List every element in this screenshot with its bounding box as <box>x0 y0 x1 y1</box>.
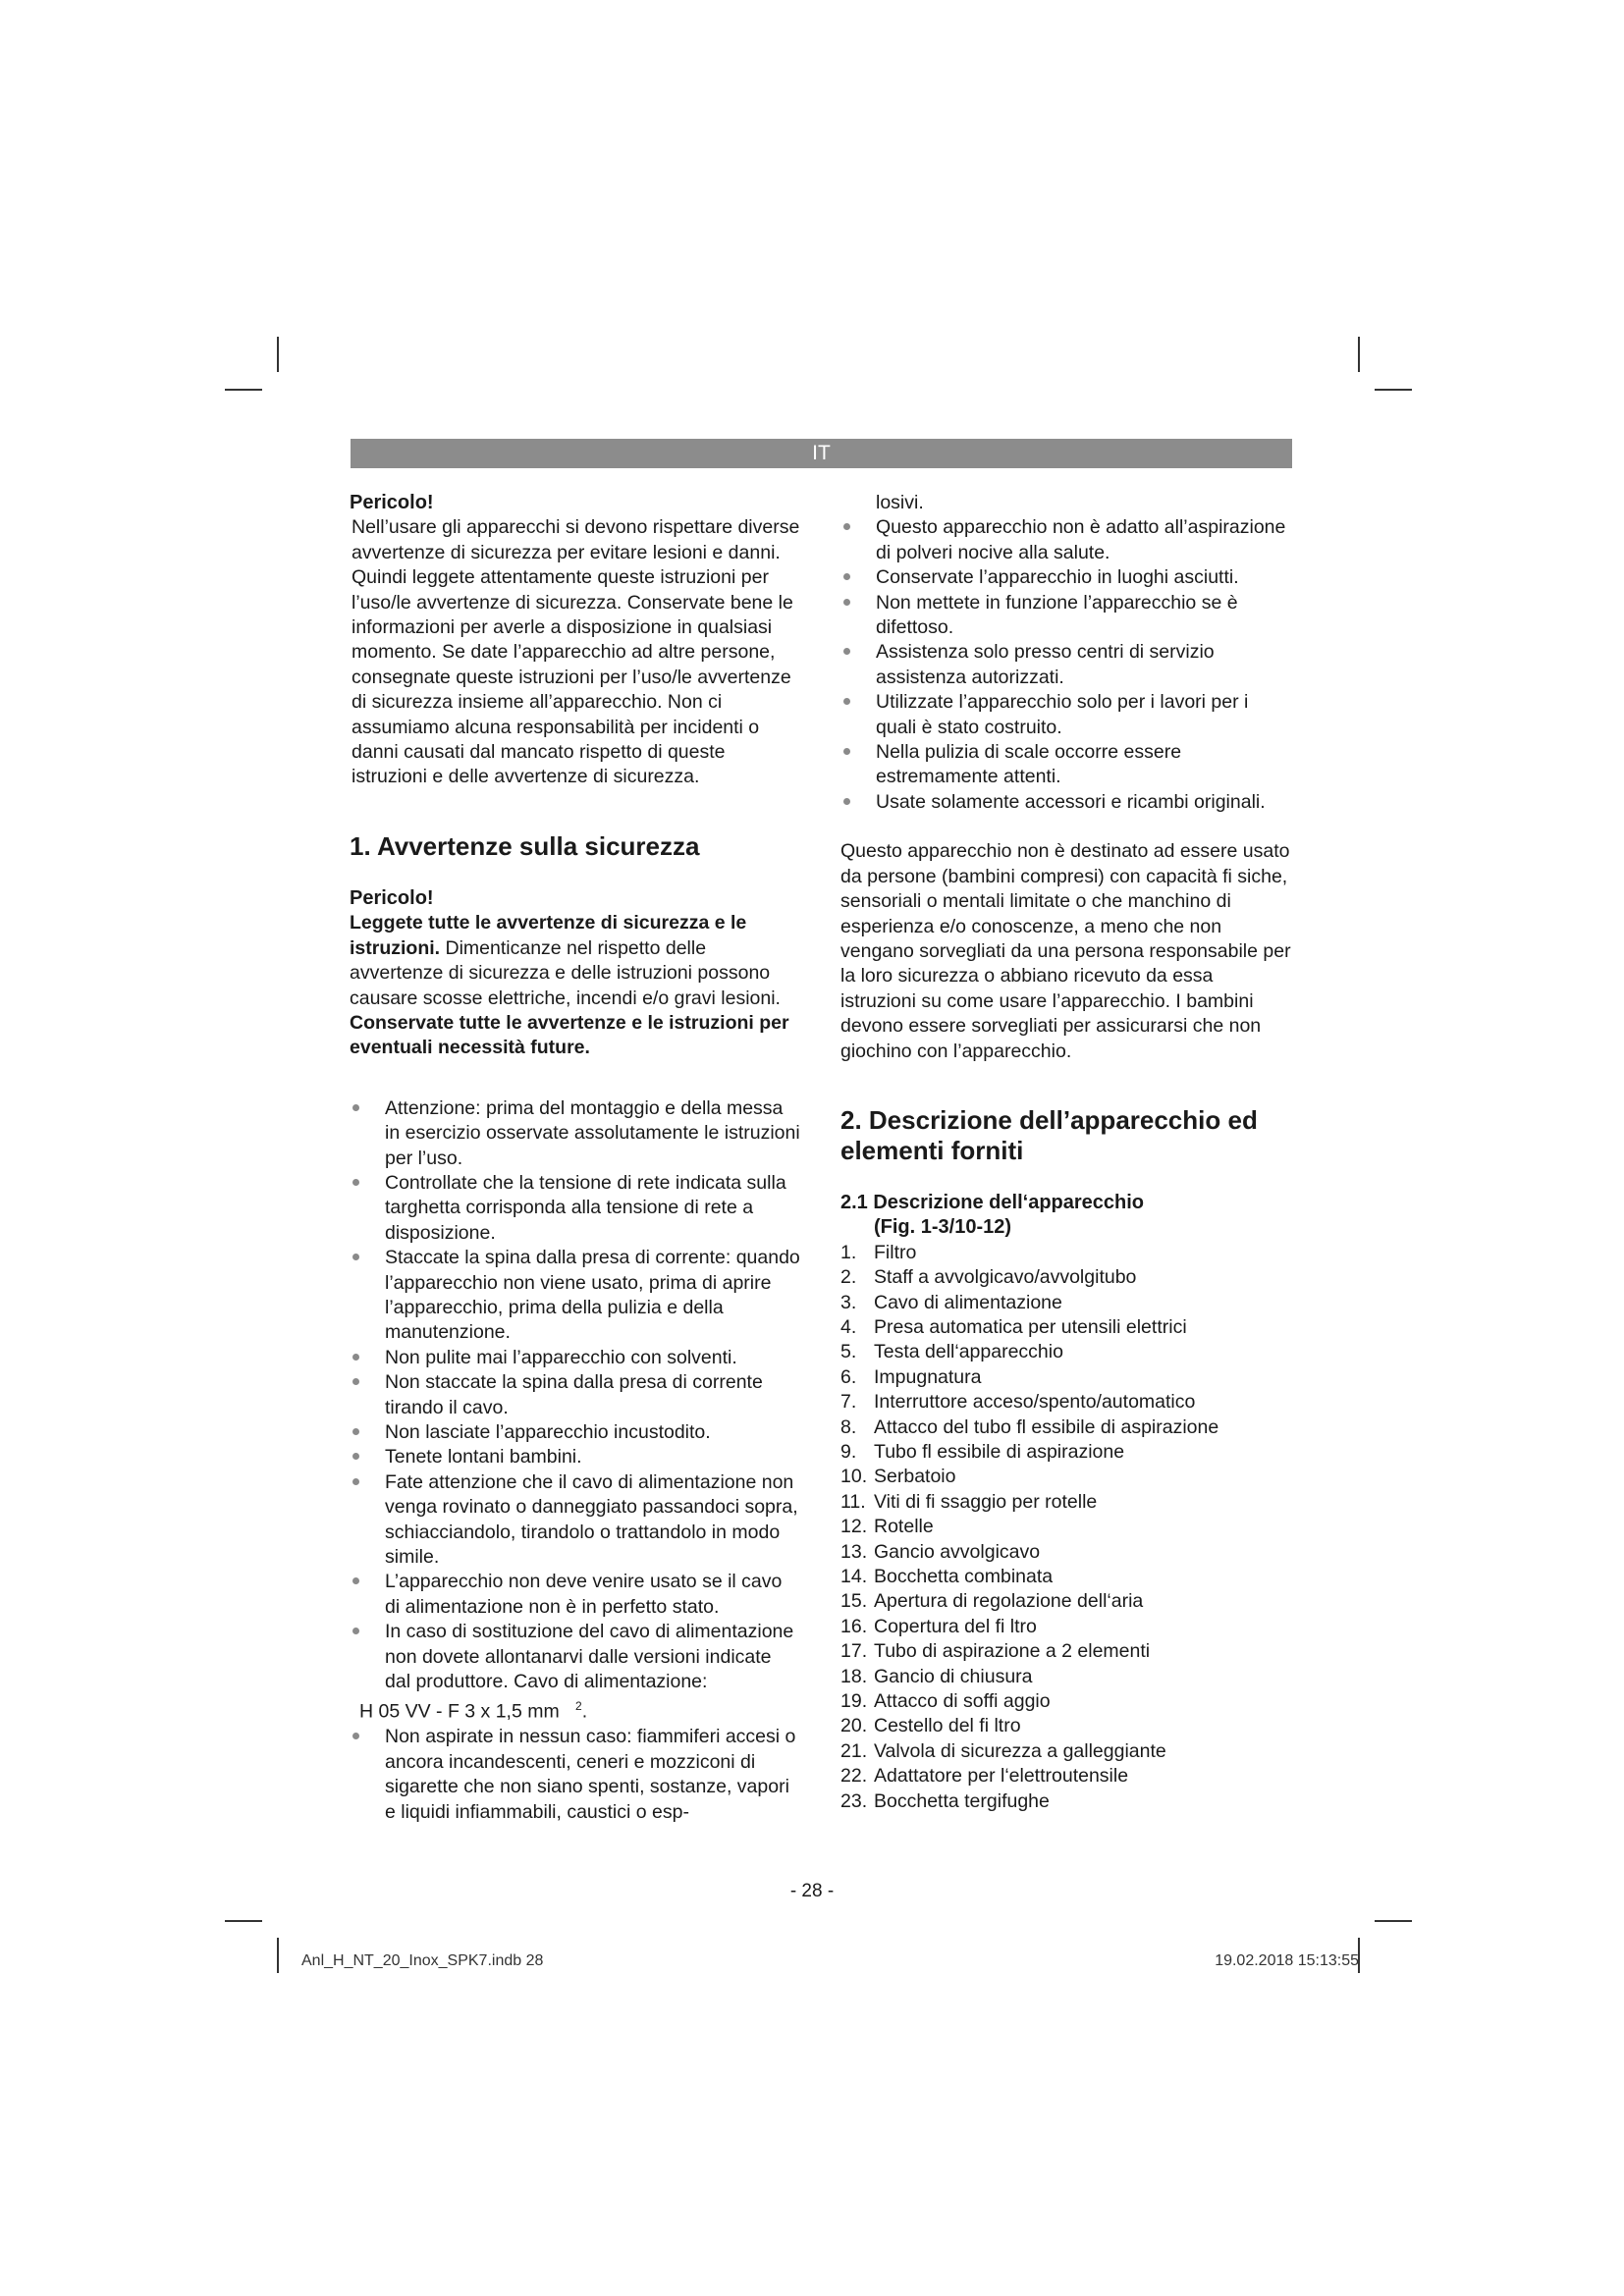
list-item <box>840 1665 1292 1689</box>
safety-bullet-list-right <box>840 491 1292 815</box>
list-item <box>840 1490 1292 1515</box>
list-item-number: 11. <box>840 1490 866 1513</box>
list-item-number: 14. <box>840 1566 868 1588</box>
list-item-text: Apertura di regolazione dell‘aria <box>874 1590 1144 1613</box>
list-item-number: 23. <box>840 1789 868 1812</box>
list-item <box>840 1291 1292 1315</box>
parts-list <box>840 1241 1292 1814</box>
list-item-text: Serbatoio <box>874 1466 956 1488</box>
danger-bold: Leggete tutte le avvertenze di sicurezza e le istruzioni. <box>350 912 747 959</box>
list-item <box>840 1639 1292 1664</box>
page-number: - 28 - <box>789 1881 835 1901</box>
list-item: L’apparecchio non deve venire usato se il cavo di alimentazione non è in perfetto stato. <box>350 1570 801 1620</box>
list-item: Nella pulizia di scale occorre essere estremamente attenti. <box>840 740 1292 790</box>
list-item: Controllate che la tensione di rete indicata sulla targhetta corrisponda alla tensione di rete a disposizione. <box>350 1171 801 1246</box>
cable-spec-sup: 2 <box>575 1699 582 1714</box>
crop-mark <box>1375 389 1412 391</box>
crop-mark <box>277 337 279 372</box>
right-column <box>840 491 1292 1814</box>
list-item-text: Adattatore per l‘elettroutensile <box>874 1765 1129 1788</box>
list-item <box>840 1540 1292 1565</box>
list-item <box>840 1764 1292 1789</box>
list-item: Non pulite mai l’apparecchio con solventi. <box>350 1346 801 1370</box>
list-item: Non lasciate l’apparecchio incustodito. <box>350 1420 801 1445</box>
list-item: Assistenza solo presso centri di servizio assistenza autorizzati. <box>840 640 1292 690</box>
list-item-number: 12. <box>840 1516 868 1538</box>
section2-title: 2. Descrizione dell’apparecchio ed elementi forniti <box>840 1104 1258 1165</box>
list-item-text: Interruttore acceso/spento/automatico <box>874 1391 1196 1414</box>
list-item-number: 2. <box>840 1266 857 1289</box>
list-item-number: 7. <box>840 1391 857 1414</box>
list-item: Usate solamente accessori e ricambi originali. <box>840 790 1292 815</box>
list-item-number: 6. <box>840 1365 857 1388</box>
danger-title: Pericolo! <box>350 886 434 909</box>
left-column <box>350 491 801 1825</box>
list-item <box>840 1565 1292 1589</box>
list-item-text: Attacco del tubo fl essibile di aspirazione <box>874 1415 1219 1438</box>
subsection-figure-ref: (Fig. 1-3/10-12) <box>874 1216 1012 1239</box>
list-item-text: Cavo di alimentazione <box>874 1291 1062 1313</box>
crop-mark <box>1375 1920 1412 1922</box>
list-item <box>840 1365 1292 1390</box>
list-item-text: Tubo fl essibile di aspirazione <box>874 1441 1125 1463</box>
list-item-text: Cestello del fi ltro <box>874 1715 1021 1737</box>
list-item-number: 15. <box>840 1590 868 1613</box>
list-item-number: 21. <box>840 1739 868 1762</box>
list-item-text: Bocchetta combinata <box>874 1566 1054 1588</box>
list-item <box>840 1241 1292 1265</box>
list-item-number: 22. <box>840 1765 868 1788</box>
danger-text: Dimenticanze nel rispetto delle avvertenze di sicurezza e delle istruzioni possono causare scosse elettriche, incendi e/o gravi lesioni. <box>350 936 781 1009</box>
list-item: Non mettete in funzione l’apparecchio se è difettoso. <box>840 591 1292 641</box>
list-item-text: Presa automatica per utensili elettrici <box>874 1315 1187 1338</box>
list-item <box>840 1515 1292 1539</box>
list-item: Non staccate la spina dalla presa di corrente tirando il cavo. <box>350 1370 801 1420</box>
list-item: Utilizzate l’apparecchio solo per i lavori per i quali è stato costruito. <box>840 690 1292 740</box>
list-item-text: Bocchetta tergifughe <box>874 1789 1050 1812</box>
list-item <box>840 1340 1292 1364</box>
list-item <box>840 1390 1292 1415</box>
children-warning-text: Questo apparecchio non è destinato ad essere usato da persone (bambini compresi) con capacità fi siche, sensoriali o mentali limitate o che manchino di esperienza e/o conoscenze, a meno che non vengano sorvegliati da una persona responsabile per la loro sicurezza o abbiano ricevuto da essa istruzioni su come usare l’apparecchio. I bambini devono essere sorvegliati per assicurarsi che non giochino con l’apparecchio. <box>840 840 1291 1062</box>
list-item-number: 20. <box>840 1715 868 1737</box>
list-item: Fate attenzione che il cavo di alimentazione non venga rovinato o danneggiato passandoci sopra, schiacciandolo, tirandolo o trattandolo in modo simile. <box>350 1470 801 1571</box>
list-item-number: 16. <box>840 1615 868 1637</box>
list-item-number: 4. <box>840 1315 857 1338</box>
list-item-text: Viti di fi ssaggio per rotelle <box>874 1490 1098 1513</box>
list-item-number: 18. <box>840 1665 868 1687</box>
list-item: Conservate l’apparecchio in luoghi asciutti. <box>840 565 1292 590</box>
danger-bold-2: Conservate tutte le avvertenze e le istruzioni per eventuali necessità future. <box>350 1011 789 1059</box>
list-item-number: 5. <box>840 1341 857 1363</box>
list-item-text: Impugnatura <box>874 1365 982 1388</box>
list-item <box>840 1714 1292 1738</box>
list-item-text: Valvola di sicurezza a galleggiante <box>874 1739 1166 1762</box>
cable-spec-end: . <box>581 1700 588 1723</box>
list-item <box>840 1315 1292 1340</box>
list-item-number: 3. <box>840 1291 857 1313</box>
language-header-bar <box>351 439 1292 468</box>
list-item <box>840 1689 1292 1714</box>
language-code: IT <box>812 442 831 464</box>
list-item-text: Copertura del fi ltro <box>874 1615 1037 1637</box>
list-item-text: Rotelle <box>874 1516 934 1538</box>
list-item-number: 1. <box>840 1241 857 1263</box>
list-item <box>840 1415 1292 1440</box>
crop-mark <box>277 1938 279 1973</box>
list-item: Tenete lontani bambini. <box>350 1445 801 1469</box>
list-item: Questo apparecchio non è adatto all’aspirazione di polveri nocive alla salute. <box>840 515 1292 565</box>
list-item-text: Testa dell‘apparecchio <box>874 1341 1063 1363</box>
list-item: Non aspirate in nessun caso: fiammiferi accesi o ancora incandescenti, ceneri e mozziconi di sigarette che non siano spenti, sostanze, vapori e liquidi infiammabili, caustici o esp- <box>350 1725 801 1825</box>
list-item-text: Filtro <box>874 1241 917 1263</box>
list-item <box>840 1615 1292 1639</box>
intro-text: Nell’usare gli apparecchi si devono rispettare diverse avvertenze di sicurezza per evitare lesioni e danni. Quindi leggete attentamente queste istruzioni per l’uso/le avvertenze di sicurezza. Conservate bene le informazioni per averle a disposizione in qualsiasi momento. Se date l’apparecchio ad altre persone, consegnate queste istruzioni per l’uso/le avvertenze di sicurezza insieme all’apparecchio. Non ci assumiamo alcuna responsabilità per incidenti o danni causati dal mancato rispetto di queste istruzioni e delle avvertenze di sicurezza. <box>352 516 800 788</box>
crop-mark <box>1358 337 1360 372</box>
list-item-number: 17. <box>840 1640 868 1663</box>
list-item-text: Staff a avvolgicavo/avvolgitubo <box>874 1266 1137 1289</box>
list-item: Staccate la spina dalla presa di corrente: quando l’apparecchio non viene usato, prima di aprire l’apparecchio, prima della pulizia e della manutenzione. <box>350 1246 801 1346</box>
list-item: Attenzione: prima del montaggio e della messa in esercizio osservate assolutamente le istruzioni per l’uso. <box>350 1096 801 1171</box>
list-item-number: 13. <box>840 1540 868 1563</box>
danger-paragraph <box>350 911 801 1011</box>
footer-timestamp: 19.02.2018 15:13:55 <box>1215 1952 1359 1969</box>
list-item <box>840 1739 1292 1764</box>
footer-file-name: Anl_H_NT_20_Inox_SPK7.indb 28 <box>301 1952 544 1969</box>
list-item: In caso di sostituzione del cavo di alimentazione non dovete allontanarvi dalle versioni indicate dal produttore. Cavo di alimentazione: <box>350 1620 801 1694</box>
cable-spec-line <box>350 1694 801 1725</box>
list-item <box>840 1789 1292 1814</box>
section1-title: 1. Avvertenze sulla sicurezza <box>350 830 700 861</box>
list-item-text: Attacco di soffi aggio <box>874 1690 1051 1713</box>
list-item-text: Gancio di chiusura <box>874 1665 1033 1687</box>
cable-spec: H 05 VV - F 3 x 1,5 mm <box>359 1700 560 1723</box>
list-item-number: 9. <box>840 1441 857 1463</box>
list-item <box>840 1265 1292 1290</box>
safety-bullet-list-continued <box>350 1725 801 1825</box>
list-item-text: Gancio avvolgicavo <box>874 1540 1041 1563</box>
list-item <box>840 1589 1292 1614</box>
list-item-number: 19. <box>840 1690 868 1713</box>
list-item <box>840 1440 1292 1465</box>
list-item-number: 10. <box>840 1466 868 1488</box>
safety-bullet-list <box>350 1096 801 1695</box>
list-item <box>840 1465 1292 1489</box>
subsection-title: 2.1 Descrizione dell‘apparecchio <box>840 1191 1145 1213</box>
list-item-continuation: losivi. <box>876 492 924 513</box>
intro-title: Pericolo! <box>350 492 434 513</box>
list-item-number: 8. <box>840 1415 857 1438</box>
crop-mark <box>225 1920 262 1922</box>
list-item-text: Tubo di aspirazione a 2 elementi <box>874 1640 1151 1663</box>
crop-mark <box>225 389 262 391</box>
